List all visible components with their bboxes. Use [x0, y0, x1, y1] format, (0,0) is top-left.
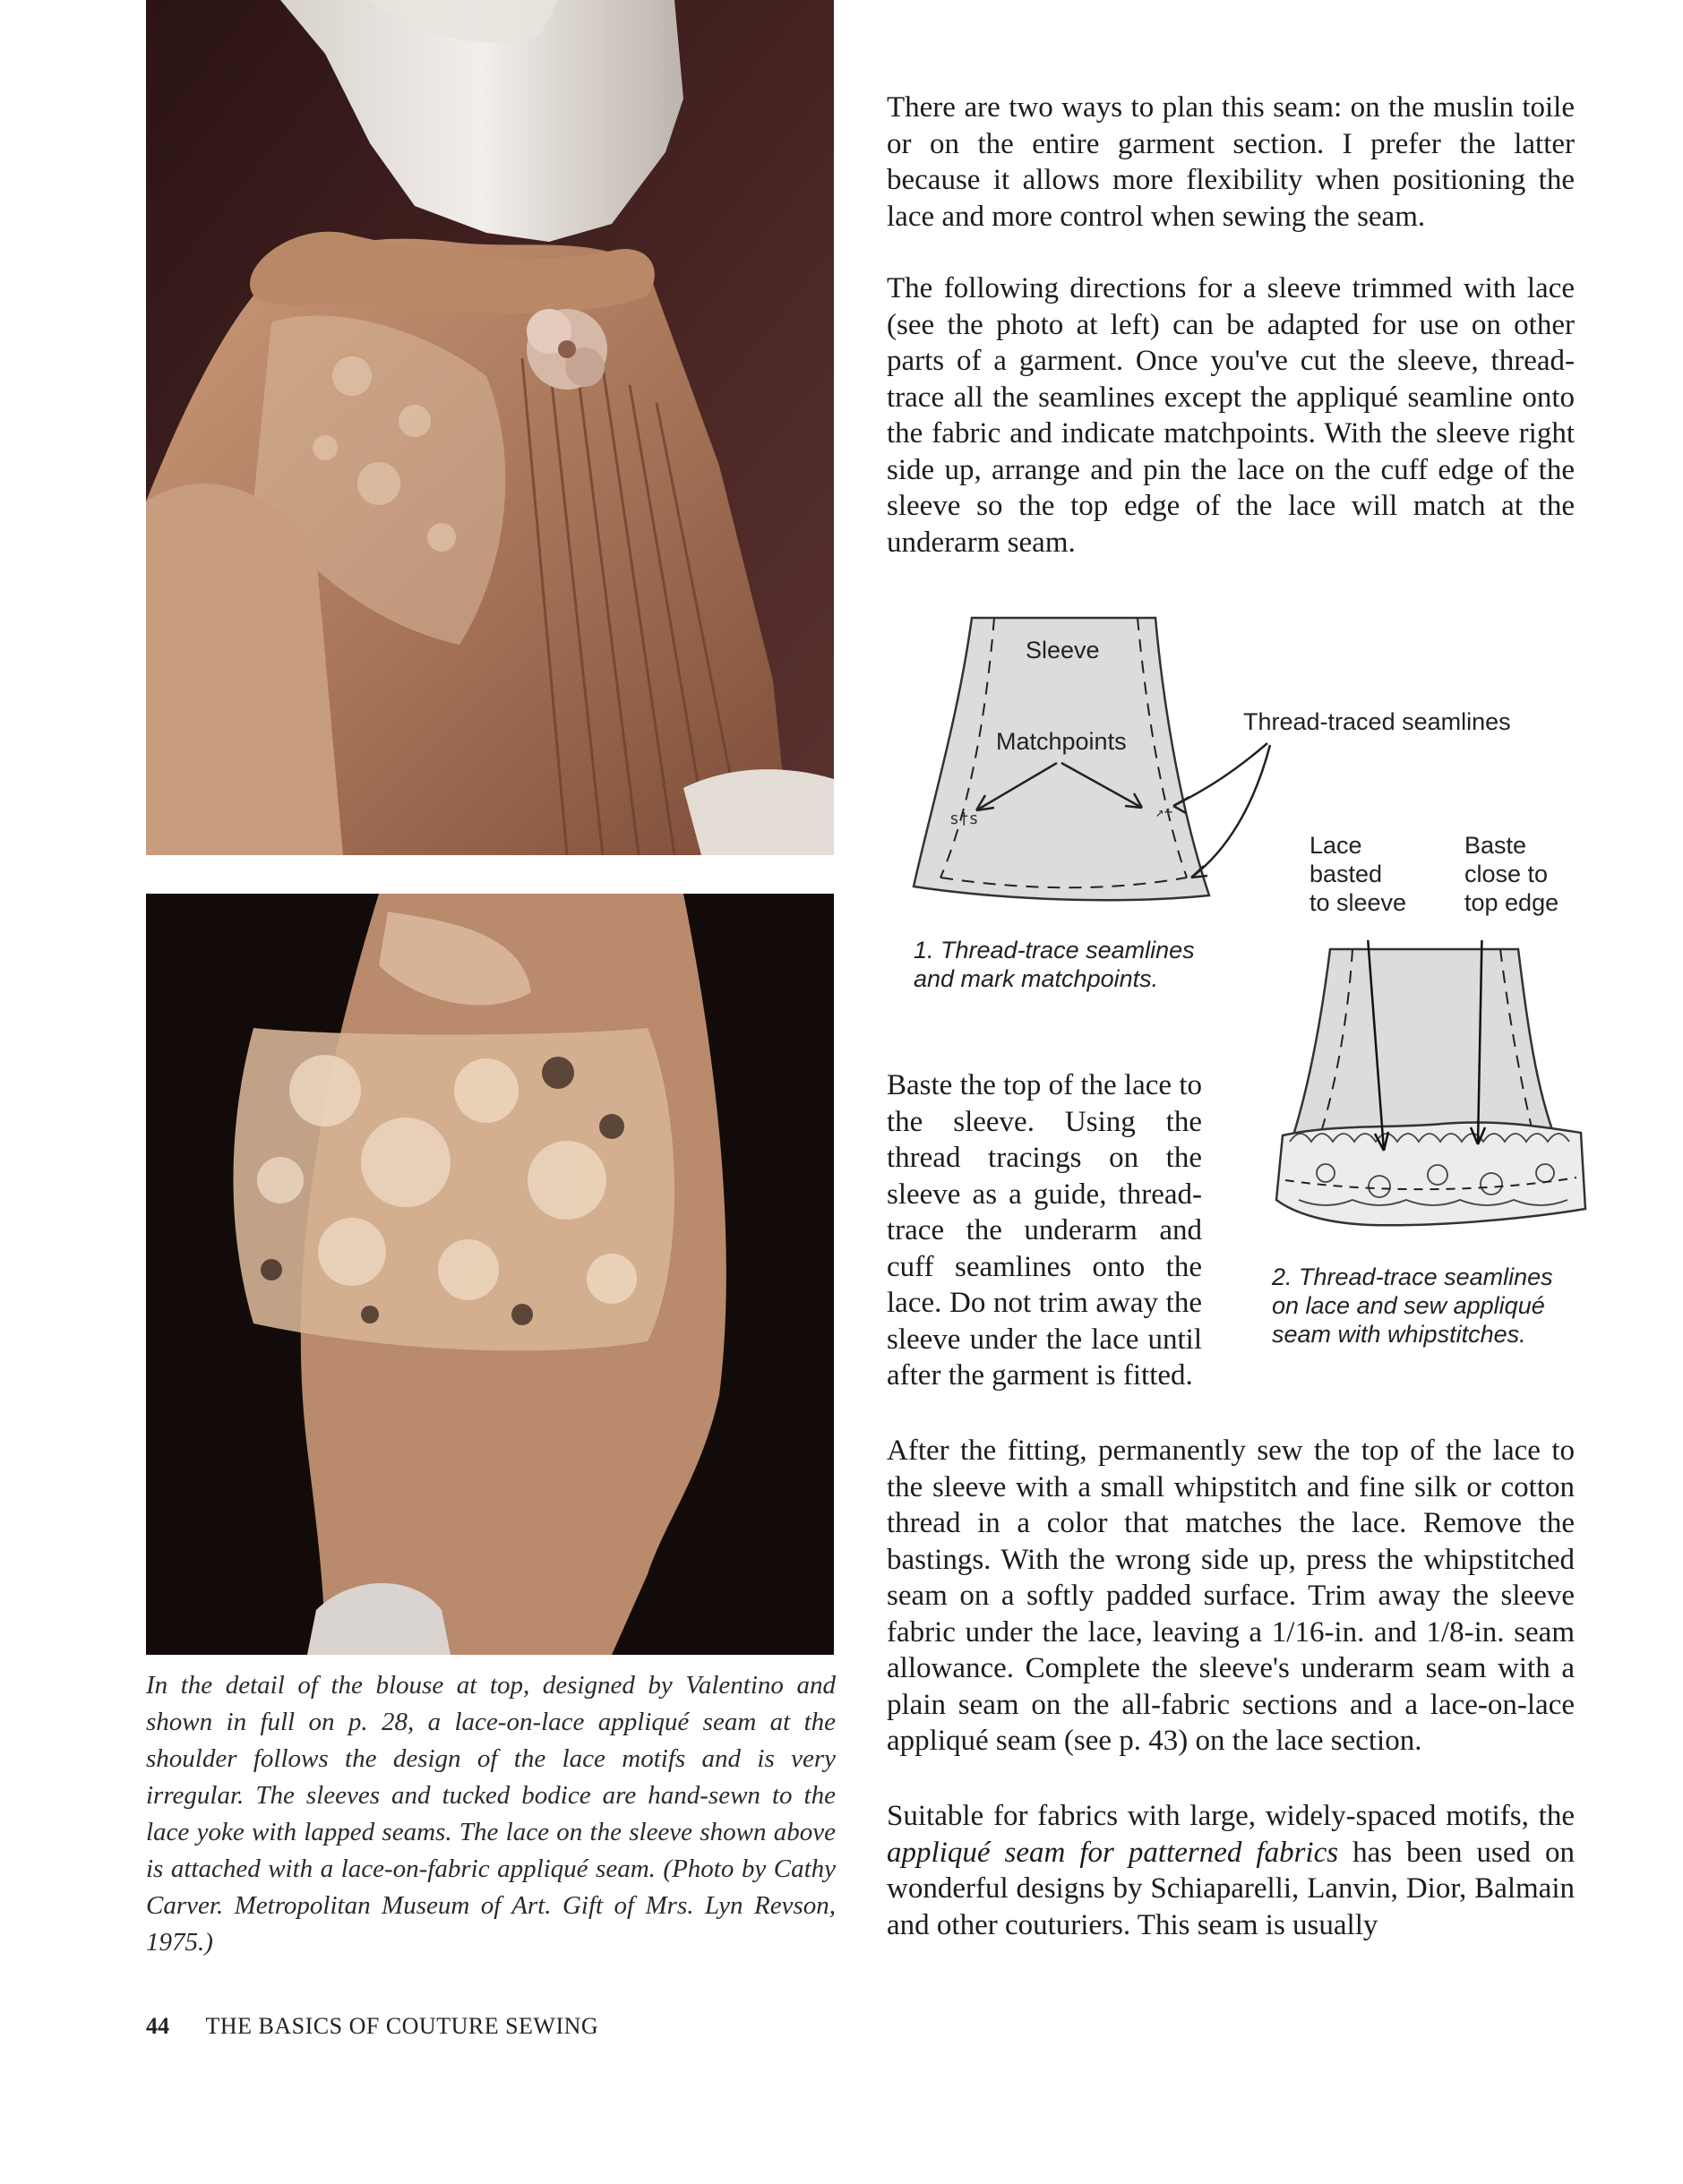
label-lace-basted: Lace basted to sleeve — [1309, 832, 1407, 916]
paragraph-sleeve-directions: The following directions for a sleeve trimmed with lace (see the photo at left) can be adapted for use on other parts of a garment. Once you've cut the sleeve, thread-trace all the seamlines except the appliqué seamline onto the fabric and indicate matchpoints. With the sleeve right side up, arrange and pin the lace on the cuff edge of the sleeve so the top edge of the lace will match at the underarm seam. — [887, 272, 1575, 559]
svg-text:s†s: s†s — [949, 809, 979, 828]
pointer-arrows-seamlines — [1155, 734, 1290, 895]
label-sleeve: Sleeve — [1026, 637, 1100, 664]
paragraph-seam-planning: There are two ways to plan this seam: on the muslin toile or on the entire garment section. I prefer the latter because it allows more flexibility when positioning the lace and more control when sewing the seam. — [887, 91, 1575, 233]
diagram2-caption: 2. Thread-trace seamlines on lace and sew appliqué seam with whipstitches. — [1272, 1263, 1553, 1348]
label-thread-traced-seamlines: Thread-traced seamlines — [1243, 708, 1511, 735]
photo-lace-sleeve — [146, 894, 834, 1655]
diagram1-caption: 1. Thread-trace seamlines and mark matchpoints. — [914, 937, 1195, 992]
paragraph-after-fitting: After the fitting, permanently sew the top of the lace to the sleeve with a small whipstitch and fine silk or cotton thread in a color that matches the lace. Remove the bastings. With the wrong side up, press the whipstitched seam on a softly padded surface. Trim away the sleeve fabric under the lace, leaving a 1/16-in. and 1/8-in. seam allowance. Complete the sleeve's underarm seam with a plain seam on the all-fabric sections and a lace-on-lace appliqué seam (see p. 43) on the lace section. — [887, 1435, 1575, 1757]
page-number: 44 — [146, 2013, 169, 2039]
page-footer — [146, 2013, 598, 2040]
p5-italic-term: appliqué seam for patterned fabrics — [887, 1836, 1339, 1869]
label-baste-close: Baste close to top edge — [1464, 832, 1559, 916]
rosette — [527, 309, 607, 390]
label-matchpoints: Matchpoints — [996, 728, 1127, 755]
svg-text:↗+: ↗+ — [1155, 803, 1173, 820]
paragraph-patterned-fabrics — [887, 1798, 1575, 1943]
paragraph-baste-lace: Baste the top of the lace to the sleeve. Using the thread tracings on the sleeve as a guide, thread-trace the underarm and cuff seamlines onto the lace. Do not trim away the sleeve under the lace until after the garment is fitted. — [887, 1069, 1202, 1392]
photo-valentino-blouse — [146, 0, 834, 855]
p5-after: has been used on wonderful designs by Schiaparelli, Lanvin, Dior, Balmain and other couturiers. This seam is usually — [887, 1836, 1575, 1941]
diagram-lace-sleeve — [1263, 940, 1603, 1240]
book-title: THE BASICS OF COUTURE SEWING — [205, 2013, 599, 2039]
photo-caption: In the detail of the blouse at top, designed by Valentino and shown in full on p. 28, a lace-on-lace appliqué seam at the shoulder follows the design of the lace motifs and is very irregular. The sleeves and tucked bodice are hand-sewn to the lace yoke with lapped seams. The lace on the sleeve shown above is attached with a lace-on-fabric appliqué seam. (Photo by Cathy Carver. Metropolitan Museum of Art. Gift of Mrs. Lyn Revson, 1975.) — [146, 1671, 836, 1957]
p5-before: Suitable for fabrics with large, widely-spaced motifs, the — [887, 1800, 1575, 1832]
